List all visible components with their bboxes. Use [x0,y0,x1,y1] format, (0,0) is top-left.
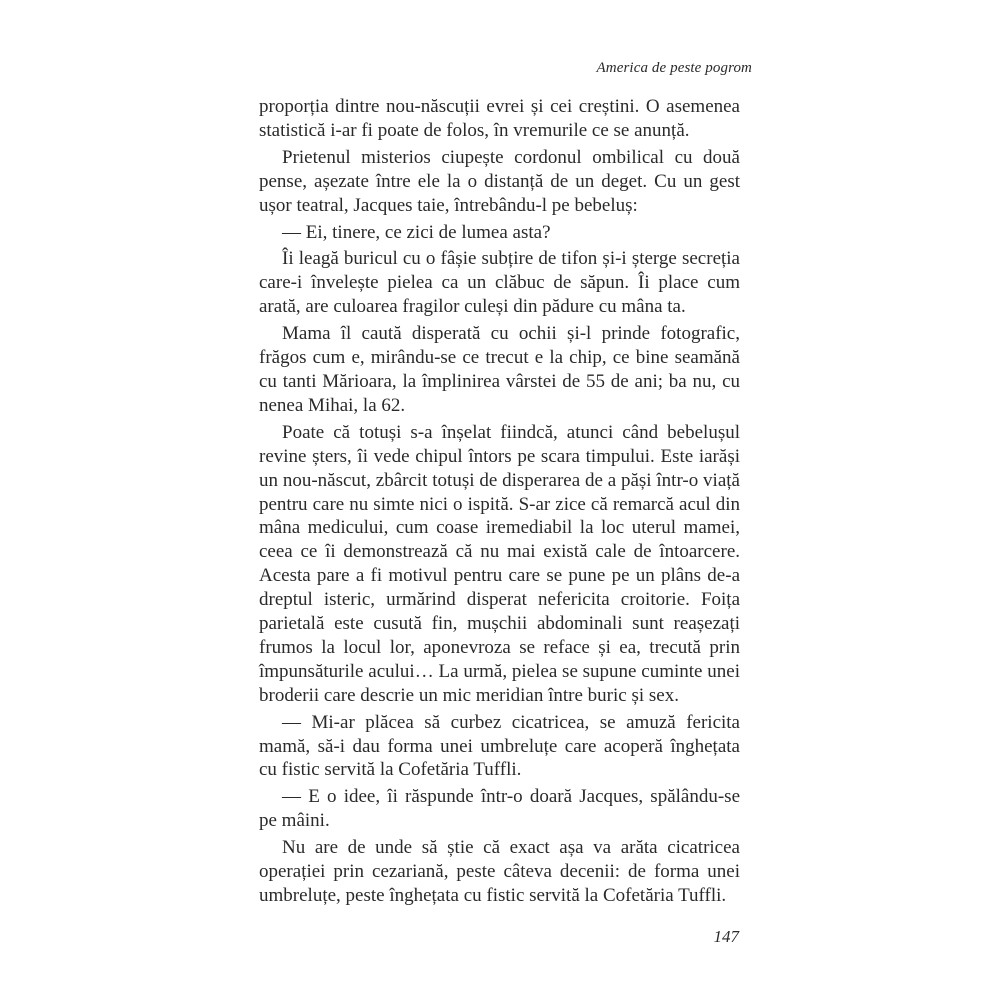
paragraph-3-dialogue: — Ei, tinere, ce zici de lumea asta? [282,221,551,243]
paragraph-6: Poate că totuși s-a înșelat fiindcă, atunci când bebelușul revine șters, îi vede chipul întors pe scara timpului. Este iarăși un nou-născut, zbârcit totuși de disperarea de a păși într-o viață pentru care nu simte nici o ispită. S-ar zice că remarcă acul din mâna medicului, cum coase iremediabil la loc uterul mamei, ceea ce îi demonstrează că nu mai există cale de întoarcere. Acesta pare a fi motivul pentru care se pune pe un plâns de-a dreptul isteric, urmărind disperat nefericita croitorie. Foița parietală este cusută fin, mușchii abdominali sunt reașezați frumos la locul lor, aponevroza se reface și ea, trecută prin împunsăturile acului… La urmă, pielea se supune cuminte unei broderii care descrie un mic meridian între buric și sex. [259,421,740,706]
paragraph-7-dialogue: — Mi-ar plăcea să curbez cicatricea, se amuză fericita mamă, să-i dau forma unei umbreluțe care acoperă înghețata cu fistic servită la Cofetăria Tuffli. [259,711,740,781]
paragraph-9: Nu are de unde să știe că exact așa va arăta cicatricea operației prin cezariană, peste câteva decenii: de forma unei umbreluțe, peste înghețata cu fistic servită la Cofetăria Tuffli. [259,837,740,906]
paragraph-1: proporția dintre nou-născuții evrei și cei creștini. O asemenea statistică i-ar fi poate de folos, în vremurile ce se anunță. [259,96,740,141]
paragraph-4: Îi leagă buricul cu o fâșie subțire de tifon și-i șterge secreția care-i învelește pielea ca un clăbuc de săpun. Îi place cum arată, are culoarea fragilor culeși din pădure cu mâna ta. [259,248,740,318]
paragraph-2: Prietenul misterios ciupește cordonul ombilical cu două pense, așezate între ele la o distanță de un deget. Cu un gest ușor teatral, Jacques taie, întrebându-l pe bebeluș: [259,146,740,216]
page-number: 147 [713,927,739,946]
paragraph-8-dialogue: — E o idee, îi răspunde într-o doară Jacques, spălându-se pe mâini. [259,786,740,832]
body-text [259,95,740,908]
paragraph-5: Mama îl caută disperată cu ochii și-l prinde fotografic, frăgos cum e, mirându-se ce trecut e la chip, ce bine seamănă cu tanti Mărioara, la împlinirea vârstei de 55 de ani; ba nu, cu nenea Mihai, la 62. [259,323,740,416]
running-head-title: America de peste pogrom [596,60,752,76]
